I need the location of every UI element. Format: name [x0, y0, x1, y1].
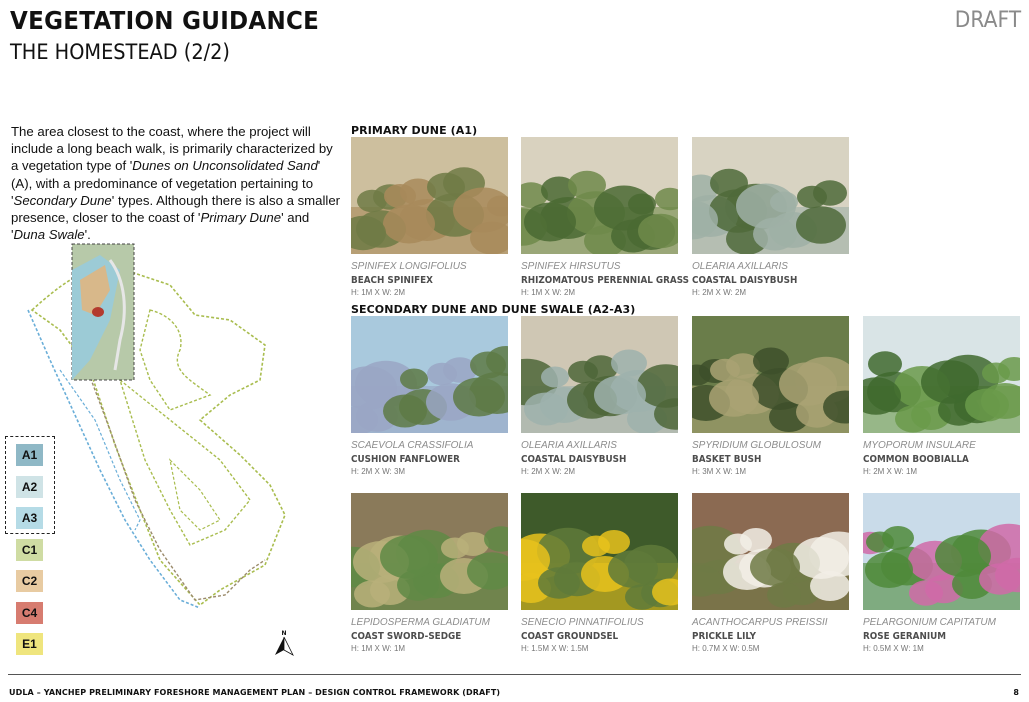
site-map	[20, 230, 300, 620]
plant-common-name: BEACH SPINIFEX	[351, 275, 433, 286]
plant-scientific-name: SPINIFEX HIRSUTUS	[521, 261, 621, 272]
plant-size: H: 2M X W: 2M	[521, 467, 576, 476]
intro-emphasis: Secondary Dune	[13, 192, 112, 208]
plant-photo	[351, 316, 508, 433]
plant-size: H: 1M X W: 2M	[351, 288, 406, 297]
intro-emphasis: Dunes on Unconsolidated Sand	[132, 158, 318, 174]
plant-scientific-name: MYOPORUM INSULARE	[863, 440, 976, 451]
plant-scientific-name: OLEARIA AXILLARIS	[692, 261, 788, 272]
intro-text: ' types. Although there is also a smaller presence, closer to the coast of '	[11, 192, 341, 226]
plant-caption	[863, 617, 1029, 653]
section-primary-dune: PRIMARY DUNE (A1)	[351, 124, 478, 137]
plant-photo	[521, 316, 678, 433]
plant-scientific-name: LEPIDOSPERMA GLADIATUM	[351, 617, 490, 628]
page-title: VEGETATION GUIDANCE	[10, 6, 320, 35]
draft-status: DRAFT	[954, 8, 1021, 33]
plant-caption	[351, 440, 521, 476]
footer-text: UDLA – YANCHEP PRELIMINARY FORESHORE MANAGEMENT PLAN – DESIGN CONTROL FRAMEWORK (DRAFT)	[9, 688, 501, 697]
legend-item-c2: C2	[16, 570, 43, 592]
plant-photo	[863, 493, 1020, 610]
intro-text: ' (A), with a predominance of vegetation pertaining to '	[11, 158, 321, 208]
plant-size: H: 3M X W: 1M	[692, 467, 747, 476]
plant-common-name: COAST GROUNDSEL	[521, 631, 619, 642]
plant-common-name: COASTAL DAISYBUSH	[521, 454, 627, 465]
plant-common-name: BASKET BUSH	[692, 454, 762, 465]
plant-common-name: PRICKLE LILY	[692, 631, 756, 642]
plant-caption	[692, 440, 862, 476]
plant-size: H: 0.7M X W: 0.5M	[692, 644, 760, 653]
intro-text: ' and '	[11, 210, 310, 243]
plant-scientific-name: PELARGONIUM CAPITATUM	[863, 617, 996, 628]
plant-photo	[521, 493, 678, 610]
section-secondary-dune: SECONDARY DUNE AND DUNE SWALE (A2-A3)	[351, 303, 636, 316]
plant-caption	[521, 440, 691, 476]
page-number: 8	[1013, 688, 1019, 697]
plant-photo	[692, 316, 849, 433]
legend-item-c1: C1	[16, 539, 43, 561]
plant-caption	[351, 261, 521, 297]
intro-text: The area closest to the coast, where the project will include a long beach walk, is primarily characterized by a vegetation type of '	[11, 124, 333, 174]
plant-photo	[692, 493, 849, 610]
intro-emphasis: Primary Dune	[200, 210, 282, 226]
plant-size: H: 2M X W: 1M	[863, 467, 918, 476]
plant-size: H: 1M X W: 1M	[351, 644, 406, 653]
legend-item-e1: E1	[16, 633, 43, 655]
plant-caption	[863, 440, 1029, 476]
plant-common-name: ROSE GERANIUM	[863, 631, 947, 642]
footer-divider	[8, 674, 1021, 675]
plant-photo	[692, 137, 849, 254]
plant-caption	[692, 617, 862, 653]
plant-caption	[521, 617, 691, 653]
intro-emphasis: Duna Swale	[13, 227, 85, 243]
page-subtitle: THE HOMESTEAD (2/2)	[10, 40, 230, 64]
plant-size: H: 2M X W: 3M	[351, 467, 406, 476]
intro-paragraph	[11, 123, 341, 243]
plant-common-name: RHIZOMATOUS PERENNIAL GRASS	[521, 275, 690, 286]
plant-photo	[351, 493, 508, 610]
legend-item-c4: C4	[16, 602, 43, 624]
plant-scientific-name: SCAEVOLA CRASSIFOLIA	[351, 440, 474, 451]
plant-common-name: COMMON BOOBIALLA	[863, 454, 969, 465]
plant-common-name: CUSHION FANFLOWER	[351, 454, 460, 465]
plant-caption	[351, 617, 521, 653]
plant-common-name: COAST SWORD-SEDGE	[351, 631, 462, 642]
plant-photo	[863, 316, 1020, 433]
plant-scientific-name: ACANTHOCARPUS PREISSII	[692, 617, 828, 628]
north-label: N	[281, 630, 287, 637]
intro-text: '.	[84, 227, 91, 243]
plant-photo	[351, 137, 508, 254]
legend-item-a2: A2	[16, 476, 43, 498]
plant-size: H: 0.5M X W: 1M	[863, 644, 924, 653]
plant-scientific-name: SENECIO PINNATIFOLIUS	[521, 617, 644, 628]
plant-size: H: 1.5M X W: 1.5M	[521, 644, 589, 653]
plant-scientific-name: OLEARIA AXILLARIS	[521, 440, 617, 451]
plant-scientific-name: SPINIFEX LONGIFOLIUS	[351, 261, 467, 272]
plant-photo	[521, 137, 678, 254]
plant-scientific-name: SPYRIDIUM GLOBULOSUM	[692, 440, 821, 451]
legend-item-a3: A3	[16, 507, 43, 529]
plant-size: H: 1M X W: 2M	[521, 288, 576, 297]
plant-size: H: 2M X W: 2M	[692, 288, 747, 297]
plant-caption	[692, 261, 862, 297]
north-arrow-icon	[272, 628, 296, 658]
legend-item-a1: A1	[16, 444, 43, 466]
plant-common-name: COASTAL DAISYBUSH	[692, 275, 798, 286]
plant-caption	[521, 261, 691, 297]
